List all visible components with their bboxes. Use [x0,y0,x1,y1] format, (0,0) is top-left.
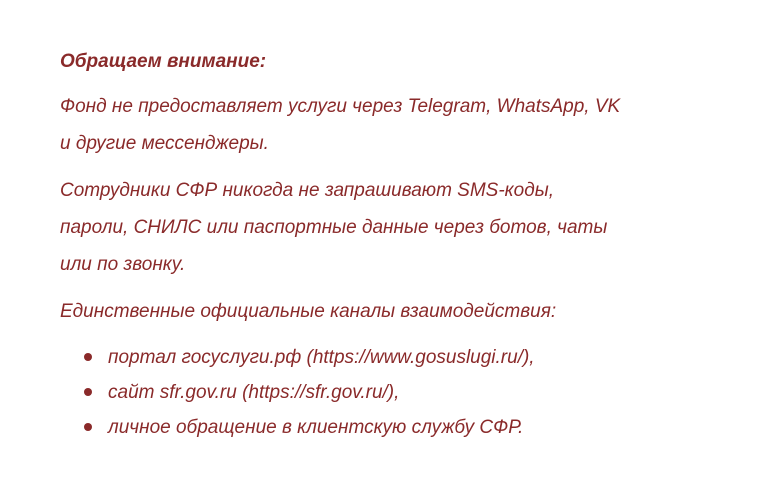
channel-client-service: личное обращение в клиентскую службу СФР. [108,417,524,438]
bullet-icon [84,423,92,431]
bullet-icon [84,388,92,396]
official-channels-intro: Единственные официальные каналы взаимодействия: [60,301,557,322]
data-request-warning-paragraph [60,172,720,283]
paragraph-line: Сотрудники СФР никогда не запрашивают SMS-коды, [60,180,554,201]
paragraph-line: пароли, СНИЛС или паспортные данные через ботов, чаты [60,217,608,238]
list-item [60,375,720,410]
paragraph-line: или по звонку. [60,254,186,275]
channel-gosuslugi: портал госуслуги.рф (https://www.gosuslugi.ru/), [108,347,535,368]
paragraph-line: и другие мессенджеры. [60,133,269,154]
notice-block [60,44,720,445]
messenger-warning-paragraph [60,88,720,162]
official-channels-list [60,340,720,445]
list-item [60,340,720,375]
notice-heading: Обращаем внимание: [60,51,267,72]
bullet-icon [84,353,92,361]
channel-sfr-site: сайт sfr.gov.ru (https://sfr.gov.ru/), [108,382,400,403]
paragraph-line: Фонд не предоставляет услуги через Telegram, WhatsApp, VK [60,96,621,117]
list-item [60,410,720,445]
